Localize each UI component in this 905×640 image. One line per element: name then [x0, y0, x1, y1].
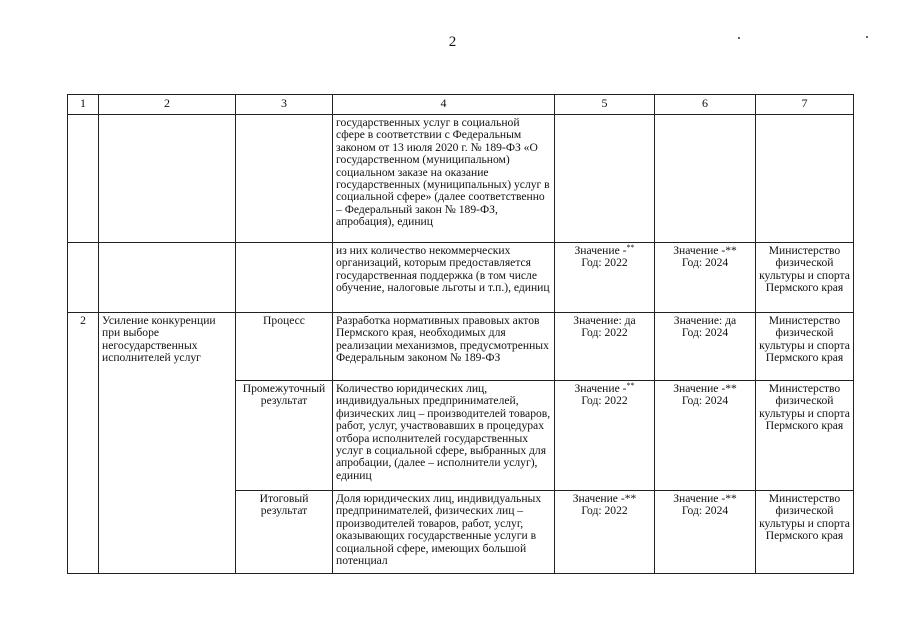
- scan-speck: [738, 37, 740, 39]
- target-value-cell: [655, 313, 756, 381]
- indicator-type-cell: Процесс: [236, 313, 333, 381]
- indicator-type-cell: [236, 115, 333, 243]
- indicator-description-cell: Доля юридических лиц, индивидуальных предпринимателей, физических лиц – производителей товаров, работ, услуг, оказывающих государственные услуги в социальной сфере, имеющих большой потенциал: [333, 491, 555, 574]
- table-row: [68, 313, 854, 381]
- base-value-cell: [555, 491, 655, 574]
- responsible-cell: Министерство физической культуры и спорта Пермского края: [756, 381, 854, 491]
- header-cell: 3: [236, 95, 333, 115]
- indicator-description-cell: государственных услуг в социальной сфере в соответствии с Федеральным законом от 13 июля 2020 г. № 189-ФЗ «О государственном (муниципальном) социальном заказе на оказание государственных (муниципальных) услуг в социальной сфере» (далее соответственно – Федеральный закон № 189-ФЗ, апробация), единиц: [333, 115, 555, 243]
- target-value: Значение: да: [673, 314, 737, 327]
- target-value-cell: [655, 381, 756, 491]
- header-cell: 7: [756, 95, 854, 115]
- header-cell: 2: [99, 95, 236, 115]
- base-value-cell: [555, 313, 655, 381]
- base-value: Значение -: [574, 382, 627, 395]
- table-row: [68, 243, 854, 313]
- responsible-cell: Министерство физической культуры и спорта Пермского края: [756, 491, 854, 574]
- target-value: Значение -**: [673, 492, 737, 505]
- task-cell: Усиление конкуренции при выборе негосударственных исполнителей услуг: [99, 313, 236, 574]
- row-number-cell: 2: [68, 313, 99, 574]
- responsible-cell: [756, 115, 854, 243]
- base-year: Год: 2022: [581, 256, 628, 270]
- indicator-type-cell: Промежуточный результат: [236, 381, 333, 491]
- header-cell: 5: [555, 95, 655, 115]
- indicator-description-cell: Разработка нормативных правовых актов Пермского края, необходимых для реализации механизмов, предусмотренных Федеральным законом № 189-ФЗ: [333, 313, 555, 381]
- indicator-type-cell: Итоговый результат: [236, 491, 333, 574]
- row-number-cell: [68, 115, 99, 243]
- target-value-cell: [655, 491, 756, 574]
- responsible-cell: Министерство физической культуры и спорта Пермского края: [756, 243, 854, 313]
- base-value-cell: [555, 115, 655, 243]
- base-year: Год: 2022: [581, 394, 628, 408]
- indicators-table: [67, 94, 854, 574]
- footnote-mark: **: [626, 243, 635, 252]
- indicator-description-cell: Количество юридических лиц, индивидуальных предпринимателей, физических лиц – производителей товаров, работ, услуг, участвовавших в процедурах отбора исполнителей государственных услуг в социальной сфере, выбранных для апробации, (далее – исполнители услуг), единиц: [333, 381, 555, 491]
- target-value: Значение -**: [673, 382, 737, 395]
- base-year: Год: 2022: [581, 326, 628, 340]
- scan-speck: [866, 36, 868, 38]
- table-header-row: [68, 95, 854, 115]
- footnote-mark: **: [626, 381, 635, 390]
- page-number: 2: [448, 34, 457, 50]
- row-number-cell: [68, 243, 99, 313]
- base-year: Год: 2022: [581, 504, 628, 518]
- indicator-type-cell: [236, 243, 333, 313]
- responsible-cell: Министерство физической культуры и спорта Пермского края: [756, 313, 854, 381]
- target-year: Год: 2024: [681, 504, 729, 518]
- header-cell: 1: [68, 95, 99, 115]
- base-value: Значение -: [574, 244, 627, 257]
- task-cell: [99, 243, 236, 313]
- header-cell: 6: [655, 95, 756, 115]
- base-value: Значение -**: [572, 492, 637, 505]
- header-cell: 4: [333, 95, 555, 115]
- target-year: Год: 2024: [681, 394, 729, 408]
- indicator-description-cell: из них количество некоммерческих организаций, которым предоставляется государственная поддержка (в том числе обучение, налоговые льготы и т.п.), единиц: [333, 243, 555, 313]
- target-year: Год: 2024: [681, 326, 729, 340]
- task-cell: [99, 115, 236, 243]
- target-year: Год: 2024: [681, 256, 729, 270]
- base-value-cell: [555, 381, 655, 491]
- base-value-cell: [555, 243, 655, 313]
- target-value-cell: [655, 115, 756, 243]
- table-row: [68, 115, 854, 243]
- base-value: Значение: да: [573, 314, 636, 327]
- target-value: Значение -**: [673, 244, 737, 257]
- target-value-cell: [655, 243, 756, 313]
